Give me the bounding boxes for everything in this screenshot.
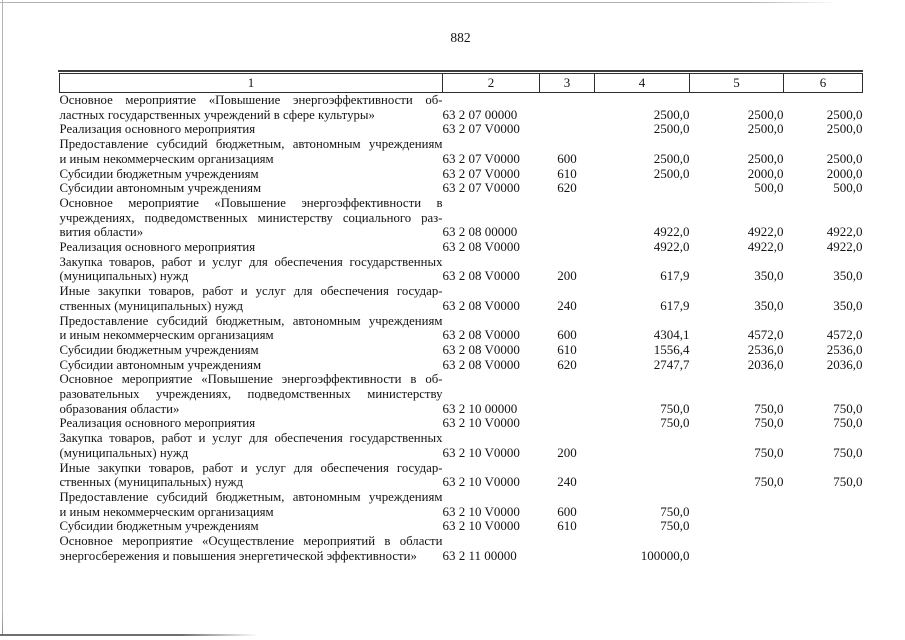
budget-table-body [60,93,863,564]
column-header-4: 4 [595,74,690,93]
amount-year3-cell: 4572,0 [826,327,863,343]
measure-description-cell [60,122,443,137]
description-line: Субсидии бюджетным учреждениям [59,342,259,357]
table-row [60,137,863,166]
description-line: Основное мероприятие «Повышение энергоэффективности в об- [59,372,443,387]
description-line: Иные закупки товаров, работ и услуг для обеспечения государ- [59,460,443,475]
classification-code-cell: 63 2 07 V0000 [442,165,520,181]
amount-year1-cell: 2500,0 [653,106,690,122]
amount-year1-cell: 4922,0 [653,239,690,255]
classification-code-cell: 63 2 08 V0000 [442,327,520,343]
amount-year3-cell: 2536,0 [826,341,863,357]
column-header-1: 1 [60,74,443,93]
amount-year1-cell [595,461,690,490]
amount-year3-cell: 2036,0 [826,356,863,372]
table-row [60,519,863,534]
measure-description-cell [60,255,443,284]
amount-year2-cell [690,534,784,563]
measure-description-cell [60,196,443,240]
amount-year3-cell: 750,0 [833,415,863,431]
table-row [60,490,863,519]
classification-code-cell: 63 2 10 V0000 [442,518,520,534]
expense-type-cell: 620 [557,180,577,196]
classification-code-cell: 63 2 10 V0000 [442,415,520,431]
scan-edge-top [0,2,838,3]
column-header-6: 6 [784,74,863,93]
classification-code-cell: 63 2 08 V0000 [442,268,520,284]
expense-type-cell: 240 [557,297,577,313]
description-line: и иным некоммерческим организациям [59,328,274,343]
expense-type-cell: 600 [557,503,577,519]
measure-description-cell [60,167,443,182]
measure-description-cell [60,372,443,416]
expense-type-cell [540,196,595,240]
expense-type-cell [540,372,595,416]
amount-year3-cell: 350,0 [833,268,863,284]
description-line: (муниципальных) нужд [59,445,189,460]
description-line: Предоставление субсидий бюджетным, автономным учреждениям [59,313,443,328]
amount-year3-cell: 750,0 [833,400,863,416]
table-row [60,343,863,358]
description-line: ственных (муниципальных) нужд [59,475,244,490]
expense-type-cell [540,416,595,431]
amount-year2-cell: 750,0 [754,444,784,460]
description-line: вития области» [59,225,144,240]
table-top-rule [58,70,863,72]
description-line: учреждениях, подведомственных министерству социального раз- [59,210,443,225]
amount-year1-cell: 617,9 [660,268,690,284]
table-row [60,240,863,255]
amount-year1-cell: 100000,0 [640,547,690,563]
amount-year3-cell: 2500,0 [826,121,863,137]
description-line: образования области» [59,401,180,416]
description-line: Реализация основного мероприятия [59,416,256,431]
classification-code-cell: 63 2 10 V0000 [442,444,520,460]
measure-description-cell [60,431,443,460]
classification-code-cell: 63 2 10 V0000 [442,474,520,490]
measure-description-cell [60,490,443,519]
table-row [60,416,863,431]
classification-code-cell: 63 2 08 V0000 [442,356,520,372]
description-line: и иным некоммерческим организациям [59,151,274,166]
expense-type-cell [540,240,595,255]
classification-code-cell: 63 2 07 V0000 [442,180,520,196]
classification-code-cell: 63 2 08 00000 [442,224,518,240]
measure-description-cell [60,284,443,313]
amount-year2-cell: 750,0 [754,400,784,416]
measure-description-cell [60,416,443,431]
expense-type-cell [540,93,595,123]
amount-year1-cell: 750,0 [660,400,690,416]
measure-description-cell [60,343,443,358]
amount-year2-cell: 4572,0 [747,327,784,343]
budget-table [59,73,863,564]
table-row [60,284,863,313]
measure-description-cell [60,358,443,373]
amount-year3-cell [784,519,863,534]
classification-code-cell: 63 2 10 V0000 [442,503,520,519]
description-line: Реализация основного мероприятия [59,122,256,137]
classification-code-cell: 63 2 08 V0000 [442,341,520,357]
expense-type-cell: 600 [557,327,577,343]
table-row [60,358,863,373]
table-row [60,314,863,343]
description-line: Субсидии бюджетным учреждениям [59,519,259,534]
description-line: Субсидии автономным учреждениям [59,357,262,372]
amount-year1-cell: 4304,1 [653,327,690,343]
table-row [60,122,863,137]
description-line: Закупка товаров, работ и услуг для обеспечения государственных [59,254,443,269]
expense-type-cell [540,534,595,563]
expense-type-cell [540,122,595,137]
amount-year2-cell: 4922,0 [747,224,784,240]
classification-code-cell: 63 2 10 00000 [442,400,518,416]
page-number: 882 [450,30,471,45]
amount-year2-cell: 4922,0 [747,239,784,255]
column-header-2: 2 [443,74,540,93]
description-line: ственных (муниципальных) нужд [59,298,244,313]
amount-year2-cell: 2500,0 [747,121,784,137]
measure-description-cell [60,314,443,343]
expense-type-cell: 610 [557,165,577,181]
classification-code-cell: 63 2 07 00000 [442,106,518,122]
measure-description-cell [60,461,443,490]
amount-year2-cell: 750,0 [754,415,784,431]
amount-year2-cell: 750,0 [754,474,784,490]
amount-year2-cell: 2500,0 [747,106,784,122]
classification-code-cell: 63 2 08 V0000 [442,239,520,255]
amount-year1-cell: 2500,0 [653,150,690,166]
measure-description-cell [60,137,443,166]
amount-year3-cell: 4922,0 [826,239,863,255]
measure-description-cell [60,181,443,196]
amount-year1-cell: 2500,0 [653,121,690,137]
amount-year1-cell: 617,9 [660,297,690,313]
table-row [60,255,863,284]
description-line: разовательных учреждениях, подведомственных министерству [59,387,443,402]
amount-year3-cell [784,534,863,563]
description-line: Предоставление субсидий бюджетным, автономным учреждениям [59,137,443,152]
amount-year1-cell [595,181,690,196]
table-row [60,167,863,182]
amount-year1-cell: 2500,0 [653,165,690,181]
expense-type-cell: 610 [557,518,577,534]
amount-year1-cell: 2747,7 [653,356,690,372]
column-header-3: 3 [540,74,595,93]
description-line: Субсидии бюджетным учреждениям [59,166,259,181]
amount-year3-cell: 500,0 [833,180,863,196]
amount-year2-cell: 2536,0 [747,341,784,357]
classification-code-cell: 63 2 11 00000 [442,547,517,563]
column-header-5: 5 [690,74,784,93]
amount-year2-cell: 350,0 [754,297,784,313]
amount-year3-cell: 2500,0 [826,106,863,122]
description-line: Закупка товаров, работ и услуг для обеспечения государственных [59,431,443,446]
amount-year3-cell: 350,0 [833,297,863,313]
description-line: (муниципальных) нужд [59,269,189,284]
amount-year3-cell: 750,0 [833,444,863,460]
amount-year1-cell: 750,0 [660,503,690,519]
measure-description-cell [60,534,443,563]
description-line: Основное мероприятие «Повышение энергоэффективности об- [59,93,443,107]
amount-year3-cell: 4922,0 [826,224,863,240]
amount-year2-cell: 2000,0 [747,165,784,181]
expense-type-cell: 200 [557,444,577,460]
amount-year1-cell: 4922,0 [653,224,690,240]
amount-year1-cell: 750,0 [660,415,690,431]
description-line: Иные закупки товаров, работ и услуг для обеспечения государ- [59,284,443,299]
expense-type-cell: 600 [557,150,577,166]
table-row [60,93,863,123]
measure-description-cell [60,93,443,123]
expense-type-cell: 200 [557,268,577,284]
description-line: энергосбережения и повышения энергетической эффективности» [59,548,417,563]
classification-code-cell: 63 2 07 V0000 [442,121,520,137]
description-line: Основное мероприятие «Осуществление мероприятий в области [59,534,443,549]
table-row [60,431,863,460]
amount-year1-cell: 750,0 [660,518,690,534]
classification-code-cell: 63 2 07 V0000 [442,150,520,166]
amount-year2-cell: 500,0 [754,180,784,196]
expense-type-cell: 620 [557,356,577,372]
description-line: и иным некоммерческим организациям [59,504,274,519]
amount-year3-cell: 750,0 [833,474,863,490]
scan-edge-bottom [0,634,258,636]
amount-year2-cell [690,519,784,534]
classification-code-cell: 63 2 08 V0000 [442,297,520,313]
amount-year2-cell: 350,0 [754,268,784,284]
table-row [60,534,863,563]
description-line: ластных государственных учреждений в сфере культуры» [59,107,375,122]
amount-year3-cell [784,490,863,519]
amount-year3-cell: 2000,0 [826,165,863,181]
amount-year3-cell: 2500,0 [826,150,863,166]
measure-description-cell [60,519,443,534]
table-row [60,196,863,240]
table-header-row [60,74,863,93]
description-line: Реализация основного мероприятия [59,240,256,255]
scan-edge-left [2,0,3,636]
expense-type-cell: 610 [557,341,577,357]
description-line: Основное мероприятие «Повышение энергоэффективности в [59,195,443,210]
amount-year2-cell [690,490,784,519]
amount-year1-cell: 1556,4 [653,341,690,357]
description-line: Субсидии автономным учреждениям [59,181,262,196]
table-row [60,461,863,490]
amount-year2-cell: 2036,0 [747,356,784,372]
expense-type-cell: 240 [557,474,577,490]
amount-year1-cell [595,431,690,460]
measure-description-cell [60,240,443,255]
table-row [60,181,863,196]
description-line: Предоставление субсидий бюджетным, автономным учреждениям [59,489,443,504]
table-row [60,372,863,416]
amount-year2-cell: 2500,0 [747,150,784,166]
